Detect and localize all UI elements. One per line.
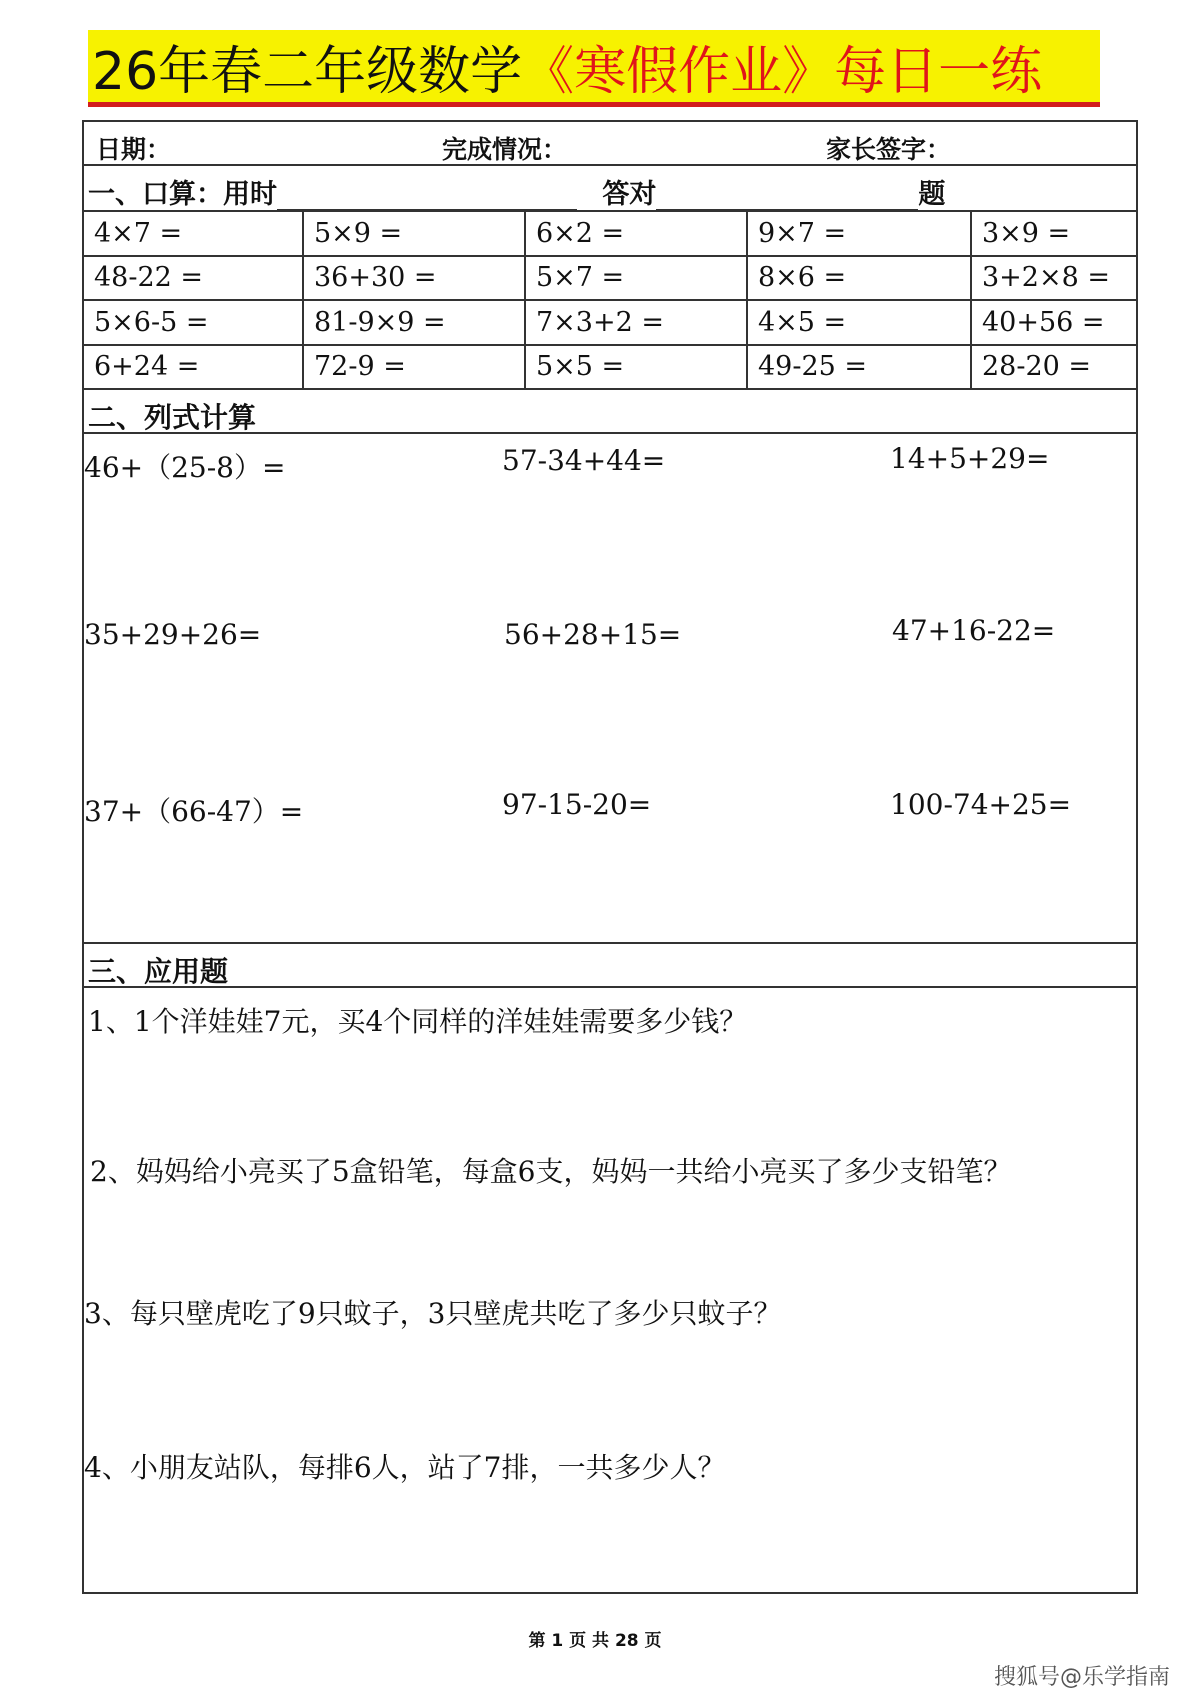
oral-cell: 9×7 =	[748, 212, 972, 257]
expression: 57-34+44=	[502, 444, 666, 477]
correct-blank[interactable]	[656, 181, 918, 211]
oral-cell: 3+2×8 =	[972, 257, 1136, 302]
word-problem: 1、1个洋娃娃7元，买4个同样的洋娃娃需要多少钱？	[88, 1005, 748, 1038]
section2-area	[84, 434, 1136, 944]
oral-cell: 49-25 =	[748, 346, 972, 391]
section3-header	[84, 944, 1136, 988]
question-unit: 题	[918, 179, 946, 210]
expression: 37+（66-47）=	[84, 795, 304, 828]
watermark: 搜狐号@乐学指南	[993, 1665, 1170, 1690]
oral-cell: 4×7 =	[84, 212, 304, 257]
completion-label: 完成情况：	[442, 135, 568, 164]
oral-cell: 5×5 =	[526, 346, 748, 391]
section3-title: 三、应用题	[88, 955, 229, 988]
expression: 47+16-22=	[892, 614, 1056, 647]
oral-cell: 3×9 =	[972, 212, 1136, 257]
oral-cell: 48-22 =	[84, 257, 304, 302]
title-banner	[88, 30, 1100, 107]
section3-area	[84, 988, 1136, 1592]
expression: 100-74+25=	[890, 788, 1072, 821]
oral-cell: 28-20 =	[972, 346, 1136, 391]
oral-cell: 6+24 =	[84, 346, 304, 391]
oral-cell: 5×6-5 =	[84, 301, 304, 346]
worksheet	[82, 120, 1138, 1594]
oral-cell: 36+30 =	[304, 257, 526, 302]
info-row	[84, 122, 1136, 166]
section2-title: 二、列式计算	[88, 401, 257, 434]
expression: 35+29+26=	[84, 618, 262, 651]
oral-cell: 5×7 =	[526, 257, 748, 302]
word-problem: 3、每只壁虎吃了9只蚊子，3只壁虎共吃了多少只蚊子？	[84, 1297, 782, 1330]
signature-label: 家长签字：	[826, 135, 952, 164]
section1-title: 一、口算：用时	[88, 179, 277, 210]
oral-cell: 4×5 =	[748, 301, 972, 346]
expression: 46+（25-8）=	[84, 451, 286, 484]
title-homework: 《寒假作业》每日一练	[522, 41, 1043, 102]
oral-cell: 6×2 =	[526, 212, 748, 257]
expression: 56+28+15=	[504, 618, 682, 651]
oral-cell: 40+56 =	[972, 301, 1136, 346]
oral-calculation-table	[84, 212, 1136, 390]
oral-cell: 72-9 =	[304, 346, 526, 391]
oral-cell: 8×6 =	[748, 257, 972, 302]
oral-cell: 5×9 =	[304, 212, 526, 257]
date-label: 日期：	[96, 135, 172, 164]
oral-cell: 81-9×9 =	[304, 301, 526, 346]
expression: 97-15-20=	[502, 788, 652, 821]
correct-label: 答对	[602, 179, 657, 210]
page-footer: 第 1 页 共 28 页	[528, 1631, 662, 1651]
oral-cell: 7×3+2 =	[526, 301, 748, 346]
section2-header	[84, 390, 1136, 434]
oral-header-row	[84, 166, 1136, 212]
word-problem: 2、妈妈给小亮买了5盒铅笔，每盒6支，妈妈一共给小亮买了多少支铅笔？	[90, 1155, 1012, 1188]
title-grade: 26年春二年级数学	[92, 41, 523, 102]
expression: 14+5+29=	[890, 442, 1050, 475]
time-blank[interactable]	[277, 181, 577, 211]
word-problem: 4、小朋友站队，每排6人，站了7排，一共多少人？	[84, 1451, 726, 1484]
